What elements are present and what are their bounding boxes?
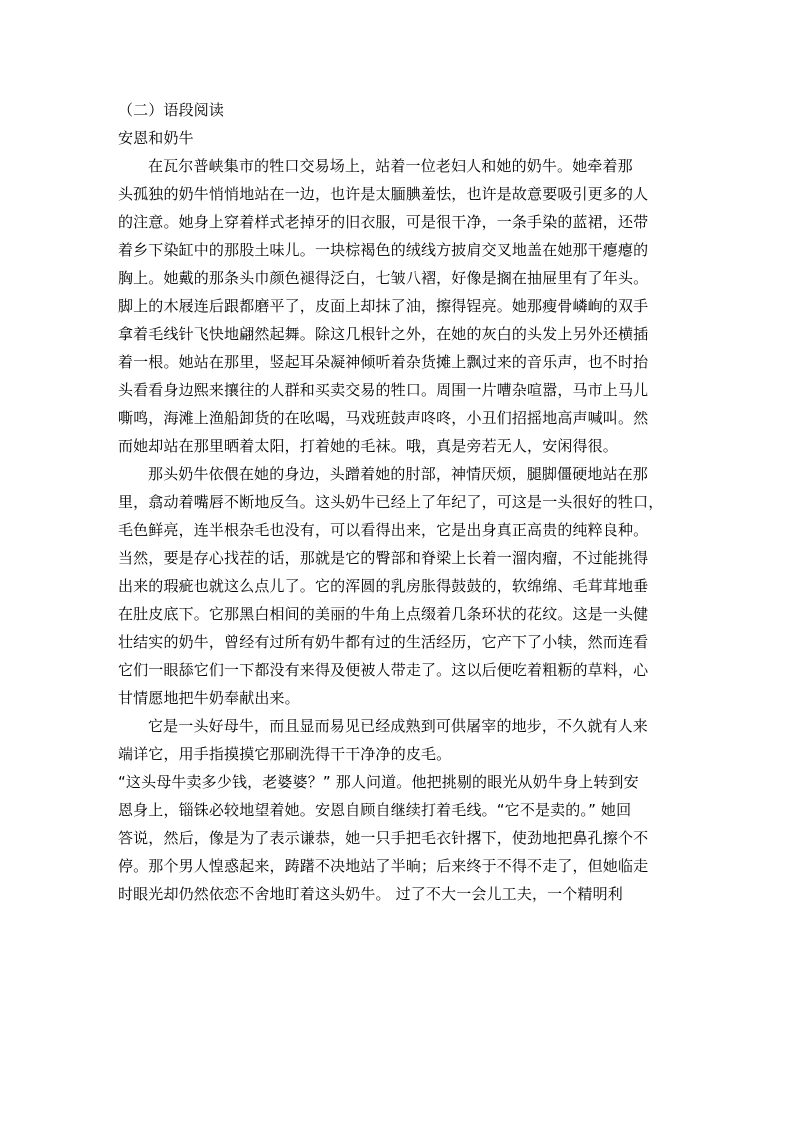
paragraph-line: 端详它，用手指摸摸它那刷洗得干干净净的皮毛。 (118, 745, 452, 763)
paragraph-line: 头孤独的奶牛悄悄地站在一边，也许是太腼腆羞怯，也许是故意要吸引更多的人 (118, 185, 649, 203)
paragraph-line: 它是一头好母牛，而且显而易见已经成熟到可供屠宰的地步，不久就有人来 (148, 717, 648, 735)
paragraph-line: 脚上的木屐连后跟都磨平了，皮面上却抹了油，擦得锃亮。她那瘦骨嶙峋的双手 (118, 297, 649, 315)
paragraph-line: 恩身上，锱铢必较地望着她。安恩自顾自继续打着毛线。“它不是卖的。” 她回 (118, 801, 632, 819)
paragraph-4 (118, 768, 678, 908)
paragraph-2 (118, 460, 678, 712)
paragraph-line: 而她却站在那里晒着太阳，打着她的毛袜。哦，真是旁若无人，安闲得很。 (118, 437, 618, 455)
paragraph-line: 里，翕动着嘴唇不断地反刍。这头奶牛已经上了年纪了，可这是一头很好的牲口， (118, 493, 664, 511)
paragraph-line: “这头母牛卖多少钱，老婆婆？” 那人问道。他把挑剔的眼光从奶牛身上转到安 (118, 773, 639, 791)
paragraph-line: 在肚皮底下。它那黑白相间的美丽的牛角上点缀着几条环状的花纹。这是一头健 (118, 605, 649, 623)
paragraph-line: 当然，要是存心找茬的话，那就是它的臀部和脊梁上长着一溜肉瘤，不过能挑得 (118, 549, 649, 567)
paragraph-line: 头看看身边熙来攘往的人群和买卖交易的牲口。周围一片嘈杂喧嚣，马市上马儿 (118, 381, 649, 399)
paragraph-line: 着乡下染缸中的那股土味儿。一块棕褐色的绒线方披肩交叉地盖在她那干瘪瘪的 (118, 241, 649, 259)
paragraph-line: 它们一眼舔它们一下都没有来得及便被人带走了。这以后便吃着粗粝的草料，心 (118, 661, 649, 679)
paragraph-line: 时眼光却仍然依恋不舍地盯着这头奶牛。 过了不大一会儿工夫，一个精明利 (118, 885, 623, 903)
paragraph-line: 壮结实的奶牛，曾经有过所有奶牛都有过的生活经历，它产下了小犊，然而连看 (118, 633, 649, 651)
paragraph-line: 答说，然后，像是为了表示谦恭，她一只手把毛衣针撂下，使劲地把鼻孔擦个不 (118, 829, 649, 847)
paragraph-line: 那头奶牛依偎在她的身边，头蹭着她的肘部，神情厌烦，腿脚僵硬地站在那 (148, 465, 648, 483)
paragraph-line: 嘶鸣，海滩上渔船卸货的在吆喝，马戏班鼓声咚咚，小丑们招摇地高声喊叫。然 (118, 409, 649, 427)
paragraph-line: 毛色鲜亮，连半根杂毛也没有，可以看得出来，它是出身真正高贵的纯粹良种。 (118, 521, 649, 539)
paragraph-line: 在瓦尔普峡集市的牲口交易场上，站着一位老妇人和她的奶牛。她牵着那 (148, 157, 633, 175)
paragraph-line: 甘情愿地把牛奶奉献出来。 (118, 689, 300, 707)
document-page (118, 96, 678, 908)
paragraph-line: 拿着毛线针飞快地翩然起舞。除这几根针之外，在她的灰白的头发上另外还横插 (118, 325, 649, 343)
article-title: 安恩和奶牛 (118, 129, 194, 147)
paragraph-line: 着一根。她站在那里，竖起耳朵凝神倾听着杂货摊上飘过来的音乐声，也不时抬 (118, 353, 649, 371)
paragraph-3 (118, 712, 678, 768)
paragraph-line: 胸上。她戴的那条头巾颜色褪得泛白，七皱八褶，好像是搁在抽屉里有了年头。 (118, 269, 649, 287)
paragraph-line: 停。那个男人惶惑起来，踌躇不决地站了半晌；后来终于不得不走了，但她临走 (118, 857, 649, 875)
paragraph-line: 的注意。她身上穿着样式老掉牙的旧衣服，可是很干净，一条手染的蓝裙，还带 (118, 213, 649, 231)
paragraph-1 (118, 152, 678, 460)
section-heading: （二）语段阅读 (118, 101, 225, 119)
paragraph-line: 出来的瑕疵也就这么点儿了。它的浑圆的乳房胀得鼓鼓的，软绵绵、毛茸茸地垂 (118, 577, 649, 595)
